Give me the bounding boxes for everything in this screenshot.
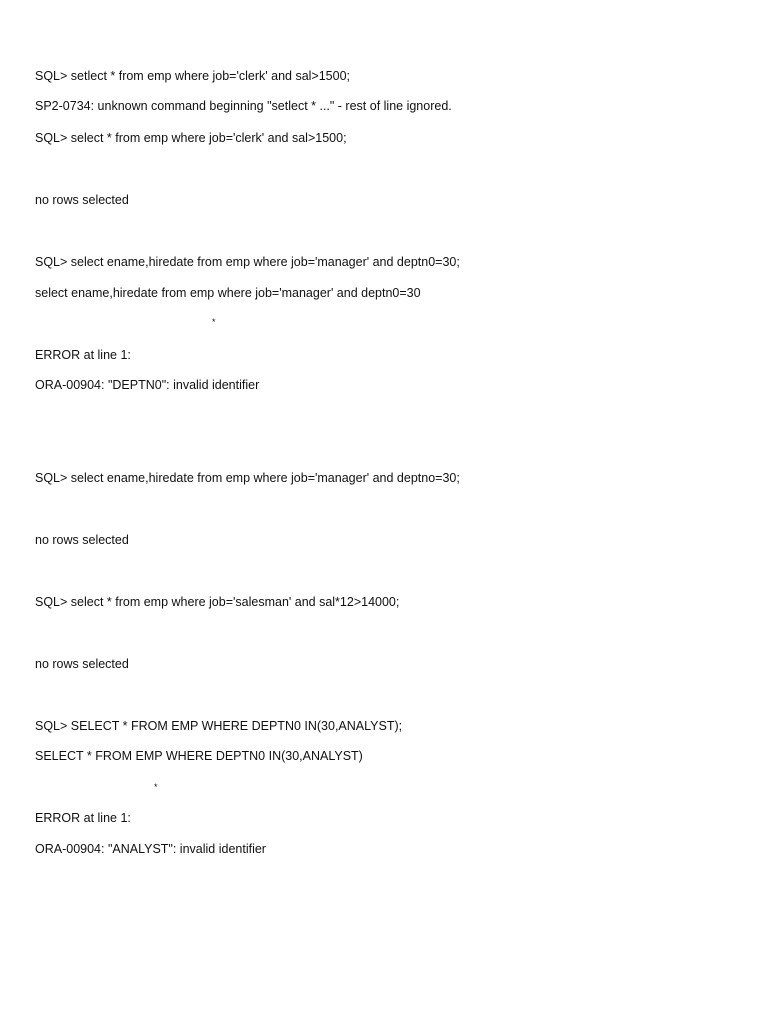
sql-command-line: SQL> select * from emp where job='salesman' and sal*12>14000; [35, 595, 400, 609]
sql-result-line: no rows selected [35, 533, 129, 547]
sql-command-line: SQL> setlect * from emp where job='clerk' and sal>1500; [35, 69, 351, 83]
sql-command-line: SQL> select * from emp where job='clerk' and sal>1500; [35, 131, 347, 145]
sql-command-line: SQL> select ename,hiredate from emp where job='manager' and deptno=30; [35, 471, 460, 485]
error-position-marker: * [212, 317, 216, 327]
sql-command-line: SQL> SELECT * FROM EMP WHERE DEPTN0 IN(30,ANALYST); [35, 719, 403, 733]
sql-echo-line: SELECT * FROM EMP WHERE DEPTN0 IN(30,ANALYST) [35, 749, 363, 763]
sql-error-header: ERROR at line 1: [35, 348, 131, 362]
sql-echo-line: select ename,hiredate from emp where job='manager' and deptn0=30 [35, 286, 421, 300]
sql-command-line: SQL> select ename,hiredate from emp where job='manager' and deptn0=30; [35, 255, 460, 269]
error-position-marker: * [154, 782, 158, 792]
sql-error-header: ERROR at line 1: [35, 811, 131, 825]
sql-result-line: no rows selected [35, 193, 129, 207]
sql-error-message: ORA-00904: "DEPTN0": invalid identifier [35, 378, 260, 392]
sql-result-line: no rows selected [35, 657, 129, 671]
sql-error-message: ORA-00904: "ANALYST": invalid identifier [35, 842, 266, 856]
sql-error-message: SP2-0734: unknown command beginning "setlect * ..." - rest of line ignored. [35, 99, 452, 113]
